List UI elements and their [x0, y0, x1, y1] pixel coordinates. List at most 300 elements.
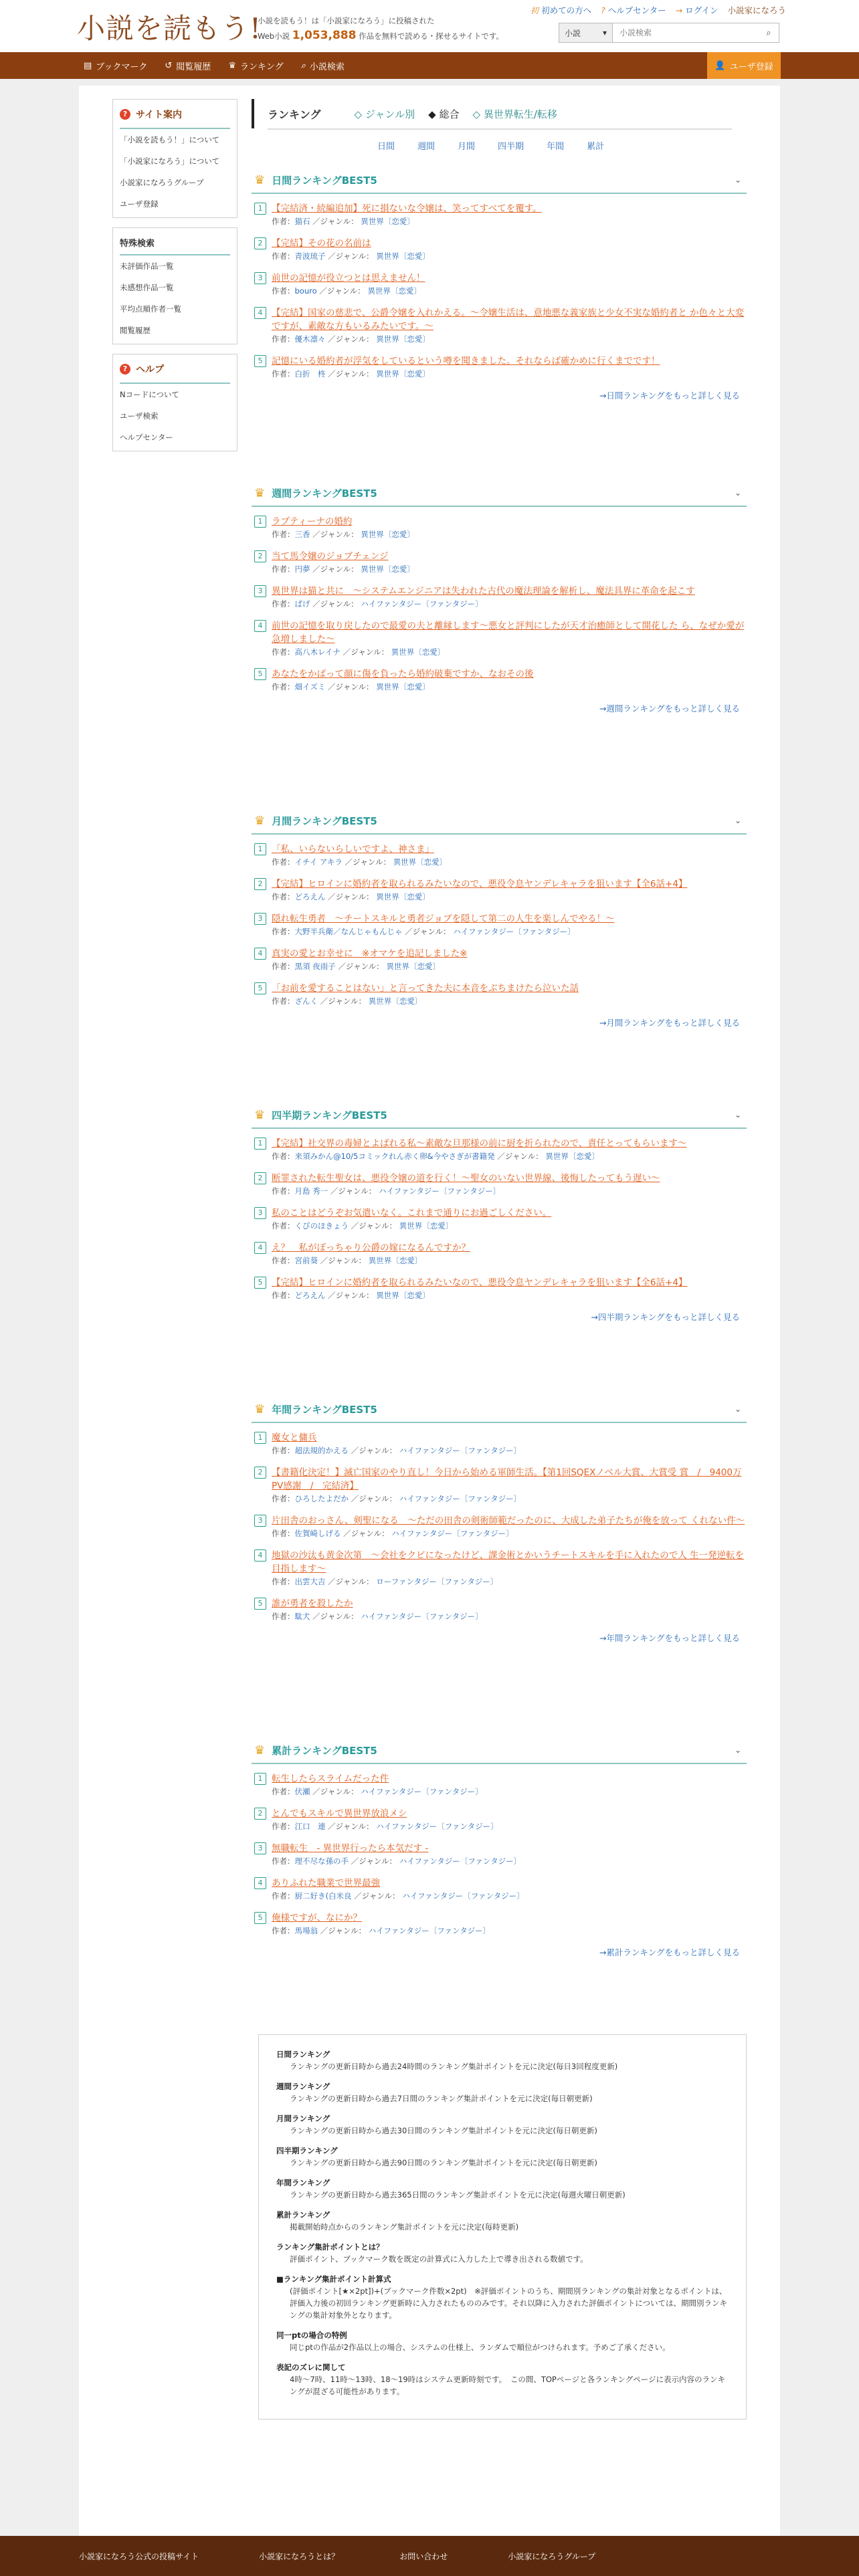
genre-link[interactable]: 異世界〔恋愛〕: [376, 334, 430, 344]
tab-genre[interactable]: ◇ ジャンル別: [354, 108, 415, 120]
list-item: [254, 237, 747, 262]
period-yearly[interactable]: 年間: [547, 142, 565, 152]
section-header[interactable]: [252, 167, 747, 194]
sidebar-item-avg-authors[interactable]: 平均点順作者一覧: [120, 304, 181, 314]
novel-title-link[interactable]: 「お前を愛することはない」と言ってきた夫に本音をぶちまけたら泣いた話: [272, 983, 579, 994]
author-link[interactable]: ひろしたよだか: [294, 1494, 349, 1503]
note-body: ランキングの更新日時から過去7日間のランキング集計ポイントを元に決定(毎日朝更新): [290, 2094, 593, 2103]
note-heading: 週間ランキング: [276, 2082, 330, 2091]
sidebar-item-no-review[interactable]: 未感想作品一覧: [120, 283, 174, 292]
sidebar-item-history[interactable]: 閲覧履歴: [120, 326, 151, 335]
author-link[interactable]: ざんく: [294, 996, 318, 1006]
novel-meta: [254, 1576, 747, 1588]
note-body: 4時〜7時、11時〜13時、18〜19時はシステム更新時刻です。 この間、TOPページと各ランキングページに表示内容のランキングが混ざる可能性があります。: [290, 2375, 726, 2396]
list-item: [254, 1431, 747, 1457]
novel-title-link[interactable]: 真実の愛とお幸せに ※オマケを追記しました※: [272, 948, 468, 959]
genre-label: ／ジャンル：: [338, 962, 384, 971]
ranking-tabs: [252, 99, 747, 128]
list-item: [254, 1549, 747, 1588]
novel-meta: [254, 368, 747, 380]
author-label: 作者：: [272, 1856, 295, 1866]
period-monthly[interactable]: 月間: [458, 142, 476, 152]
genre-link[interactable]: 異世界〔恋愛〕: [399, 1221, 454, 1230]
list-item: [254, 1206, 747, 1232]
genre-link[interactable]: 異世界〔恋愛〕: [361, 217, 415, 226]
search-input[interactable]: [613, 23, 759, 42]
rank-number: 1: [254, 1432, 266, 1444]
note-body: 評価ポイント、ブックマーク数を既定の計算式に入力した上で導き出される数値です。: [290, 2254, 588, 2264]
more-link[interactable]: →日間ランキングをもっと詳しく見る: [599, 391, 740, 401]
note-item: [276, 2145, 729, 2169]
search-box: [559, 23, 779, 43]
tab-overall-label: 総合: [439, 108, 460, 120]
author-link[interactable]: 円夢: [294, 564, 310, 574]
list-item: [254, 306, 747, 345]
genre-link[interactable]: ハイファンタジー〔ファンタジー〕: [368, 1926, 491, 1935]
genre-link[interactable]: 異世界〔恋愛〕: [368, 996, 423, 1006]
author-label: 作者：: [272, 1256, 295, 1265]
author-label: 作者：: [272, 1152, 295, 1161]
author-label: 作者：: [272, 334, 295, 344]
help-center-link-label: ヘルプセンター: [607, 5, 666, 15]
genre-link[interactable]: ローファンタジー〔ファンタジー〕: [376, 1577, 498, 1586]
rank-number: 3: [254, 1207, 266, 1219]
nav-ranking[interactable]: [228, 60, 283, 72]
rank-number: 3: [254, 585, 266, 597]
list-item: [254, 1597, 747, 1622]
rank-number: 4: [254, 948, 266, 960]
footer: [0, 2536, 859, 2576]
tab-isekai[interactable]: ◇ 異世界転生/転移: [472, 108, 557, 120]
header: [0, 0, 859, 52]
author-link[interactable]: 大野半兵衛／なんじゃもんじゃ: [294, 927, 403, 936]
genre-link[interactable]: ハイファンタジー〔ファンタジー〕: [402, 1891, 524, 1901]
special-search-title: 特殊検索: [120, 231, 230, 255]
rank-number: 5: [254, 1277, 266, 1289]
author-label: 作者：: [272, 1612, 295, 1621]
tagline: [258, 13, 525, 43]
author-label: 作者：: [272, 217, 295, 226]
sidebar-item-group[interactable]: 小説家になろうグループ: [120, 178, 204, 187]
author-link[interactable]: 高八木レイナ: [294, 647, 341, 657]
genre-link[interactable]: 異世界〔恋愛〕: [367, 286, 421, 296]
footer-link[interactable]: お問い合わせ: [399, 2552, 448, 2561]
novel-title-link[interactable]: あなたをかばって顔に傷を負ったら婚約破棄ですか、なおその後: [272, 669, 534, 679]
help-title: [120, 357, 230, 384]
login-icon: →: [675, 5, 683, 15]
rank-number: 5: [254, 1598, 266, 1610]
author-label: 作者：: [272, 1186, 295, 1196]
list-item: [254, 667, 747, 693]
author-link[interactable]: ぱげ: [294, 599, 310, 609]
note-heading: 月間ランキング: [276, 2114, 330, 2123]
genre-label: ／ジャンル：: [343, 647, 389, 657]
note-body: 同じptの作品が2作品以上の場合、システムの仕様上、ランダムで順位がつけられます。予めご了承ください。: [290, 2343, 670, 2352]
page-title: ランキング: [268, 108, 321, 121]
novel-title-link[interactable]: 転生したらスライムだった件: [272, 1774, 389, 1784]
rank-number: 5: [254, 1912, 266, 1924]
rank-number: 2: [254, 237, 266, 249]
genre-link[interactable]: 異世界〔恋愛〕: [361, 564, 415, 574]
more-link[interactable]: →年間ランキングをもっと詳しく見る: [599, 1633, 740, 1643]
author-link[interactable]: 厨二好き(白米良: [294, 1891, 352, 1901]
genre-link[interactable]: ハイファンタジー〔ファンタジー〕: [361, 1787, 483, 1796]
author-link[interactable]: 江口 連: [294, 1822, 326, 1831]
author-link[interactable]: どろえん: [294, 1291, 326, 1300]
sidebar-item-about-yomou[interactable]: 「小説を読もう！」について: [120, 135, 220, 144]
crown-icon: ♛: [228, 60, 236, 71]
novel-title-link[interactable]: 俺様ですが、なにか？: [272, 1913, 362, 1923]
sidebar-item-ncode[interactable]: Nコードについて: [120, 390, 179, 399]
author-label: 作者：: [272, 1926, 295, 1935]
section-title: [254, 486, 377, 500]
genre-link[interactable]: 異世界〔恋愛〕: [545, 1152, 599, 1161]
chevron-down-icon[interactable]: ⌄: [734, 1110, 741, 1119]
site-logo[interactable]: 小説を読もう!: [77, 12, 262, 45]
genre-link[interactable]: ハイファンタジー〔ファンタジー〕: [399, 1446, 522, 1455]
genre-label: ／ジャンル：: [330, 1186, 377, 1196]
genre-label: ／ジャンル：: [328, 1291, 374, 1300]
nav-bookmark[interactable]: [84, 60, 147, 72]
crown-icon: ♛: [254, 1402, 266, 1416]
list-item: [254, 202, 747, 227]
note-item: [276, 2329, 729, 2353]
search-icon: ⌕: [300, 60, 306, 71]
note-heading: 年間ランキング: [276, 2178, 330, 2187]
author-link[interactable]: 黒須 夜雨子: [294, 962, 336, 971]
note-item: [276, 2241, 729, 2265]
footer-link[interactable]: 小説家になろう公式の投稿サイト: [79, 2552, 199, 2561]
novel-title-link[interactable]: 断罪された転生聖女は、悪役令嬢の道を行く！〜聖女のいない世界線、後悔したってもう遅い〜: [272, 1173, 660, 1184]
ranking-list: [252, 194, 747, 380]
narou-link[interactable]: [727, 4, 786, 16]
sidebar-item-user-search[interactable]: ユーザ検索: [120, 411, 159, 421]
genre-link[interactable]: 異世界〔恋愛〕: [386, 962, 440, 971]
footer-link[interactable]: 小説家になろうとは？: [259, 2552, 340, 2561]
genre-link[interactable]: ハイファンタジー〔ファンタジー〕: [391, 1529, 514, 1538]
rank-number: 3: [254, 1515, 266, 1527]
novel-title-link[interactable]: ラプティーナの婚約: [272, 516, 353, 527]
note-body: ランキングの更新日時から過去30日間のランキング集計ポイントを元に決定(毎日朝更新): [290, 2126, 597, 2135]
note-heading: 表記のズレに関して: [276, 2363, 346, 2372]
author-link[interactable]: 馬場翁: [294, 1926, 318, 1935]
site-guide-title: [120, 102, 230, 129]
more-link[interactable]: →週間ランキングをもっと詳しく見る: [599, 704, 740, 714]
author-label: 作者：: [272, 564, 295, 574]
novel-meta: [254, 1444, 747, 1457]
ranking-notes: [258, 2034, 747, 2420]
author-label: 作者：: [272, 647, 295, 657]
novel-title-link[interactable]: 無職転生 - 異世界行ったら本気だす -: [272, 1843, 429, 1854]
genre-link[interactable]: ハイファンタジー〔ファンタジー〕: [361, 599, 483, 609]
ranking-list: [252, 1129, 747, 1301]
help-title-text: ヘルプ: [136, 364, 164, 375]
novel-meta: [254, 1527, 747, 1539]
section-header[interactable]: [252, 1102, 747, 1129]
ranking-section: [252, 808, 747, 1029]
list-item: [254, 515, 747, 540]
section-header[interactable]: [252, 480, 747, 507]
section-header[interactable]: [252, 808, 747, 835]
novel-title-link[interactable]: 誰が勇者を殺したか: [272, 1598, 353, 1609]
genre-link[interactable]: ハイファンタジー〔ファンタジー〕: [399, 1856, 522, 1866]
genre-link[interactable]: 異世界〔恋愛〕: [376, 682, 430, 691]
note-heading: 同一ptの場合の特例: [276, 2331, 347, 2340]
novel-meta: [254, 1925, 747, 1937]
novel-title-link[interactable]: 記憶にいる婚約者が浮気をしているという噂を聞きました。それならば確かめに行くまでです！: [272, 356, 660, 366]
author-label: 作者：: [272, 369, 295, 379]
author-link[interactable]: 佐賀崎しげる: [294, 1529, 341, 1538]
author-link[interactable]: 優木凛々: [294, 334, 326, 344]
author-label: 作者：: [272, 962, 295, 971]
author-link[interactable]: 猫石: [294, 217, 310, 226]
login-link-label: ログイン: [685, 5, 719, 15]
ranking-header: [252, 99, 747, 152]
author-link[interactable]: 三香: [294, 530, 310, 539]
author-link[interactable]: 宮前葵: [294, 1256, 318, 1265]
ranking-section: [252, 167, 747, 401]
author-label: 作者：: [272, 1446, 295, 1455]
novel-title-link[interactable]: 異世界は猫と共に 〜システムエンジニアは失われた古代の魔法理論を解析し、魔法具界に革命を起こす: [272, 586, 695, 597]
bookmark-icon: ▤: [84, 60, 92, 71]
novel-meta: [254, 1786, 747, 1798]
rank-number: 4: [254, 1242, 266, 1254]
author-link[interactable]: 畑イズミ: [294, 682, 326, 691]
period-total[interactable]: 累計: [587, 142, 605, 152]
question-icon: ?: [120, 364, 130, 374]
list-item: [254, 1876, 747, 1902]
novel-meta: [254, 215, 747, 227]
rank-number: 2: [254, 878, 266, 890]
list-item: [254, 877, 747, 903]
genre-link[interactable]: 異世界〔恋愛〕: [393, 857, 448, 867]
note-heading: 四半期ランキング: [276, 2146, 338, 2155]
genre-link[interactable]: 異世界〔恋愛〕: [376, 369, 430, 379]
period-quarterly[interactable]: 四半期: [498, 142, 524, 152]
search-icon: ⌕: [766, 27, 771, 38]
genre-link[interactable]: ハイファンタジー〔ファンタジー〕: [399, 1494, 522, 1503]
genre-label: ／ジャンル：: [351, 1856, 397, 1866]
rank-number: 1: [254, 1138, 266, 1150]
genre-label: ／ジャンル：: [312, 1787, 359, 1796]
beginner-icon: 初: [530, 5, 539, 15]
novel-title-link[interactable]: 【完結】ヒロインに婚約者を取られるみたいなので、悪役令息ヤンデレキャラを狙います【全6話+4】: [272, 1277, 688, 1288]
search-type-select[interactable]: [559, 23, 613, 42]
novel-title-link[interactable]: 【完結】国家の慈悲で、公爵令嬢を入れかえる。〜令嬢生活は、意地悪な義家族と少女不実な婚約者と か色々と大変ですが、素敵な方もいるみたいです。〜: [272, 308, 745, 332]
list-item: [254, 584, 747, 610]
nav-ranking-label: ランキング: [240, 62, 284, 72]
novel-title-link[interactable]: 前世の記憶を取り戻したので最愛の夫と離縁します〜悪女と評判にしたが天才治癒師として開花した ら、なぜか愛が急増しました〜: [272, 621, 745, 645]
novel-meta: [254, 1220, 747, 1232]
author-label: 作者：: [272, 682, 295, 691]
rank-number: 5: [254, 355, 266, 367]
period-links: [252, 130, 747, 152]
genre-link[interactable]: 異世界〔恋愛〕: [391, 647, 446, 657]
genre-link[interactable]: 異世界〔恋愛〕: [361, 530, 415, 539]
novel-meta: [254, 1150, 747, 1162]
genre-link[interactable]: ハイファンタジー〔ファンタジー〕: [378, 1186, 501, 1196]
rank-number: 5: [254, 982, 266, 994]
author-label: 作者：: [272, 251, 295, 261]
author-label: 作者：: [272, 996, 295, 1006]
section-title-text: 年間ランキングBEST5: [272, 1403, 377, 1416]
novel-title-link[interactable]: 前世の記憶が役立つとは思えません！: [272, 273, 425, 284]
genre-label: ／ジャンル：: [328, 334, 374, 344]
nav-history[interactable]: [165, 60, 211, 72]
chevron-down-icon[interactable]: ⌄: [734, 488, 741, 498]
tab-overall[interactable]: ◆ 総合: [428, 108, 460, 120]
list-item: [254, 272, 747, 297]
section-title: [254, 173, 377, 187]
author-link[interactable]: イチイ アキラ: [294, 857, 343, 867]
author-link[interactable]: くびのほきょう: [294, 1221, 349, 1230]
note-item: [276, 2080, 729, 2105]
novel-title-link[interactable]: 隠れ転生勇者 〜チートスキルと勇者ジョブを隠して第二の人生を楽しんでやる！〜: [272, 914, 615, 924]
history-icon: ↺: [165, 60, 173, 71]
rank-number: 4: [254, 307, 266, 319]
chevron-down-icon[interactable]: ⌄: [734, 816, 741, 825]
list-item: [254, 1911, 747, 1937]
genre-label: ／ジャンル：: [345, 857, 391, 867]
list-item: [254, 619, 747, 658]
period-weekly[interactable]: 週間: [417, 142, 436, 152]
period-daily[interactable]: 日間: [377, 142, 395, 152]
section-title-text: 累計ランキングBEST5: [272, 1744, 377, 1757]
section-header[interactable]: [252, 1396, 747, 1423]
more-link[interactable]: →四半期ランキングをもっと詳しく見る: [591, 1312, 740, 1322]
help-center-link[interactable]: [601, 4, 666, 16]
novel-title-link[interactable]: 当て馬令嬢のジョブチェンジ: [272, 551, 389, 562]
search-button[interactable]: [759, 23, 779, 42]
sidebar-item-help-center[interactable]: ヘルプセンター: [120, 433, 173, 442]
list-item: [254, 843, 747, 868]
site-guide-title-text: サイト案内: [136, 110, 183, 120]
tagline-suffix: 作品を無料で読める・探せるサイトです。: [359, 31, 504, 41]
tab-genre-label: ジャンル別: [365, 108, 415, 120]
novel-title-link[interactable]: 片田舎のおっさん、剣聖になる 〜ただの田舎の剣術師範だったのに、大成した弟子たちが俺を放って くれない件〜: [272, 1515, 745, 1526]
rank-number: 4: [254, 1549, 266, 1562]
login-link[interactable]: [676, 4, 719, 16]
section-header[interactable]: [252, 1737, 747, 1764]
novel-meta: [254, 1820, 747, 1832]
author-link[interactable]: 来須みかん@10/5コミックれん赤く卵&今やさぎが書籍発: [294, 1152, 495, 1161]
novel-title-link[interactable]: 私のことはどうぞお気遣いなく。これまで通りにお過ごしください。: [272, 1208, 552, 1218]
author-label: 作者：: [272, 1577, 295, 1586]
genre-label: ／ジャンル：: [312, 564, 359, 574]
sidebar-item-about-narou[interactable]: 「小説家になろう」について: [120, 156, 220, 166]
author-link[interactable]: bouro: [294, 286, 317, 296]
note-body: (評価ポイント[★×2pt])+(ブックマーク件数×2pt) ※評価ポイントのうち、期間別ランキングの集計対象となるポイントは、評価入力後の初回ランキング更新時に入力されたもののみです。それ以降に入力された評価ポイントについては、期間別ランキングの集計対象外となります。: [290, 2286, 727, 2320]
ranking-section: [252, 1737, 747, 1958]
tagline-prefix: Web小説: [258, 31, 290, 41]
author-link[interactable]: どろえん: [294, 892, 326, 901]
genre-link[interactable]: ハイファンタジー〔ファンタジー〕: [376, 1822, 498, 1831]
novel-meta: [254, 995, 747, 1007]
novel-title-link[interactable]: 【完結】ヒロインに婚約者を取られるみたいなので、悪役令息ヤンデレキャラを狙います【全6話+4】: [272, 879, 688, 889]
author-link[interactable]: 伏瀬: [294, 1787, 310, 1796]
beginner-link[interactable]: [531, 4, 592, 16]
register-button[interactable]: [707, 52, 781, 79]
rank-number: 3: [254, 272, 266, 284]
search-type-value: 小説: [565, 28, 581, 38]
chevron-down-icon[interactable]: ⌄: [734, 175, 741, 185]
more-link[interactable]: →累計ランキングをもっと詳しく見る: [599, 1947, 740, 1957]
genre-link[interactable]: ハイファンタジー〔ファンタジー〕: [361, 1612, 483, 1621]
genre-link[interactable]: 異世界〔恋愛〕: [376, 1291, 430, 1300]
sidebar-item-register[interactable]: ユーザ登録: [120, 199, 159, 209]
genre-label: ／ジャンル：: [319, 286, 365, 296]
crown-icon: ♛: [254, 1743, 266, 1757]
ranking-list: [252, 1423, 747, 1622]
genre-link[interactable]: 異世界〔恋愛〕: [368, 1256, 423, 1265]
genre-link[interactable]: ハイファンタジー〔ファンタジー〕: [453, 927, 575, 936]
novel-meta: [254, 1890, 747, 1902]
genre-label: ／ジャンル：: [320, 1256, 367, 1265]
novel-title-link[interactable]: 「私、いらないらしいですよ、神さま」: [272, 844, 434, 855]
note-body: ランキングの更新日時から過去90日間のランキング集計ポイントを元に決定(毎日朝更新): [290, 2158, 597, 2167]
nav-search[interactable]: [301, 60, 345, 72]
author-link[interactable]: 超法規的かえる: [294, 1446, 349, 1455]
tagline-line2: [258, 28, 525, 43]
note-item: [276, 2361, 729, 2397]
genre-label: ／ジャンル：: [497, 1152, 543, 1161]
note-body: ランキングの更新日時から過去365日間のランキング集計ポイントを元に決定(毎週火曜日朝更新): [290, 2190, 626, 2199]
novel-meta: [254, 1289, 747, 1301]
novel-title-link[interactable]: とんでもスキルで異世界放浪メシ: [272, 1808, 407, 1819]
author-link[interactable]: 白折 柊: [294, 369, 326, 379]
novel-title-link[interactable]: 魔女と傭兵: [272, 1432, 317, 1443]
rank-number: 3: [254, 913, 266, 925]
list-item: [254, 1137, 747, 1162]
novel-title-link[interactable]: 地獄の沙汰も黄金次第 〜会社をクビになったけど、課金術とかいうチートスキルを手に入れたので人 生一発逆転を目指します〜: [272, 1550, 745, 1574]
chevron-down-icon[interactable]: ⌄: [734, 1745, 741, 1755]
author-label: 作者：: [272, 1494, 295, 1503]
note-heading: ランキング集計ポイントとは？: [276, 2242, 384, 2252]
footer-link[interactable]: 小説家になろうグループ: [508, 2552, 596, 2561]
more-link[interactable]: →月間ランキングをもっと詳しく見る: [599, 1018, 740, 1028]
author-link[interactable]: 月島 秀一: [294, 1186, 328, 1196]
rank-number: 5: [254, 668, 266, 680]
novel-title-link[interactable]: 【書籍化決定！】滅亡国家のやり直し！今日から始める軍師生活。【第1回SQEXノベル大賞、大賞受 賞 / 9400万PV感謝 / 完結済】: [272, 1467, 742, 1491]
author-link[interactable]: 青波琉子: [294, 251, 326, 261]
genre-link[interactable]: 異世界〔恋愛〕: [376, 892, 430, 901]
list-item: [254, 1807, 747, 1832]
list-item: [254, 1241, 747, 1267]
special-search-box: [112, 227, 237, 344]
note-item: [276, 2273, 729, 2321]
author-link[interactable]: 駄犬: [294, 1612, 310, 1621]
sidebar: [112, 99, 237, 461]
genre-label: ／ジャンル：: [343, 1529, 389, 1538]
genre-label: ／ジャンル：: [351, 1446, 397, 1455]
ranking-list: [252, 1764, 747, 1937]
novel-title-link[interactable]: 【完結】その花の名前は: [272, 238, 371, 249]
author-link[interactable]: 理不尽な孫の手: [294, 1856, 349, 1866]
novel-title-link[interactable]: ありふれた職業で世界最強: [272, 1878, 380, 1889]
crown-icon: ♛: [254, 173, 266, 187]
novel-title-link[interactable]: 【完結済・続編追加】死に損ないな令嬢は、笑ってすべてを覆す。: [272, 203, 542, 214]
author-link[interactable]: 出雲大吉: [294, 1577, 326, 1586]
genre-link[interactable]: 異世界〔恋愛〕: [376, 251, 430, 261]
chevron-down-icon[interactable]: ⌄: [734, 1404, 741, 1414]
novel-meta: [254, 333, 747, 345]
sidebar-item-unrated[interactable]: 未評価作品一覧: [120, 261, 174, 271]
section-title: [254, 814, 377, 828]
novel-title-link[interactable]: え？ 私がぼっちゃり公爵の嫁になるんですか？: [272, 1243, 470, 1253]
rank-number: 2: [254, 1172, 266, 1184]
novel-title-link[interactable]: 【完結】社交界の毒婦とよばれる私〜素敵な旦那様の前に厨を折られたので、責任とってもらいます〜: [272, 1138, 687, 1149]
register-button-label: ユーザ登録: [729, 62, 773, 72]
